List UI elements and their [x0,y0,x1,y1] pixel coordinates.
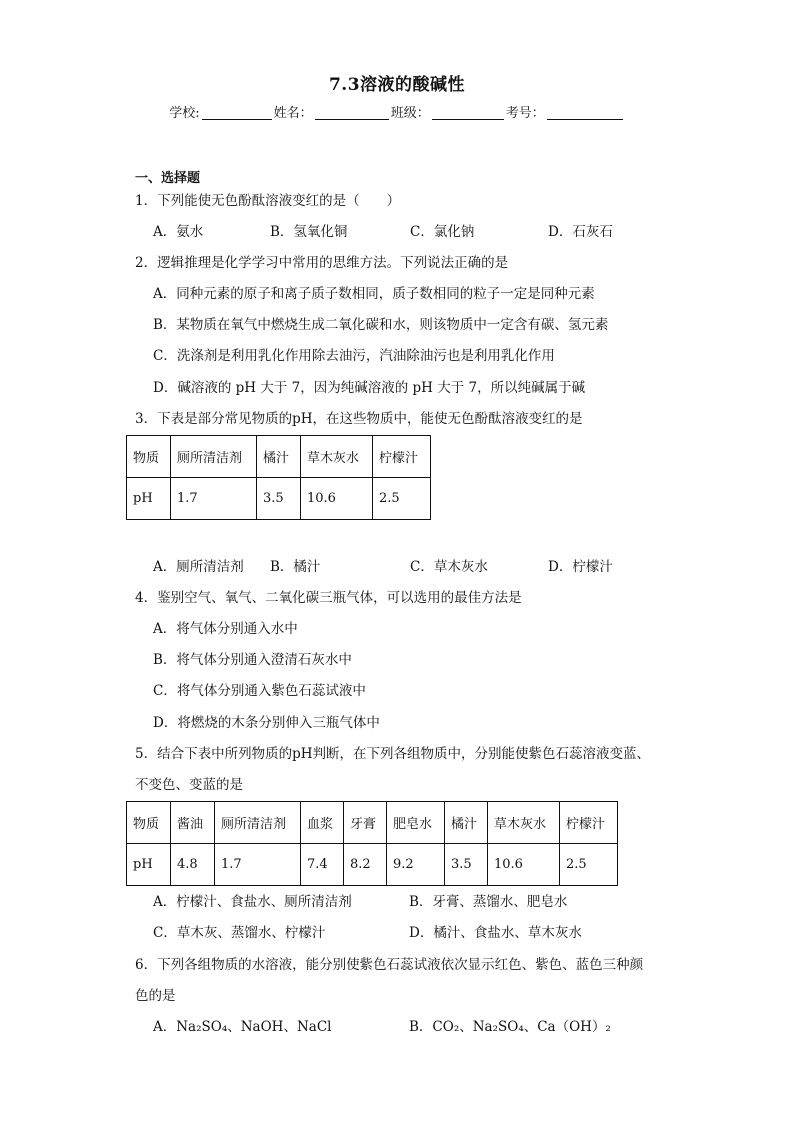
q2-stem: 2．逻辑推理是化学学习中常用的思维方法。下列说法正确的是 [135,255,509,271]
q5-option-b[interactable]: B．牙膏、蒸馏水、肥皂水 [409,894,568,910]
q3-options [153,558,613,576]
q2-option-d[interactable]: D．碱溶液的 pH 大于 7，因为纯碱溶液的 pH 大于 7，所以纯碱属于碱 [153,380,586,396]
class-blank[interactable] [432,105,504,120]
table-cell: 柠檬汁 [560,802,618,844]
table-cell: 橘汁 [445,802,488,844]
q5-option-d[interactable]: D．橘汁、食盐水、草木灰水 [409,925,582,941]
table-cell: 厕所清洁剂 [215,802,301,844]
number-blank[interactable] [547,105,623,120]
q1-stem: 1．下列能使无色酚酞溶液变红的是（ ） [135,193,401,209]
school-blank[interactable] [202,105,272,120]
table-cell: 厕所清洁剂 [171,436,257,478]
table-row [127,436,431,478]
q5-option-c[interactable]: C．草木灰、蒸馏水、柠檬汁 [153,925,326,941]
q5-option-a[interactable]: A．柠檬汁、食盐水、厕所清洁剂 [153,894,352,910]
name-blank[interactable] [315,105,389,120]
q3-option-d[interactable]: D．柠檬汁 [548,559,613,575]
q4-option-c[interactable]: C．将气体分别通入紫色石蕊试液中 [153,683,366,699]
table-cell: 3.5 [445,844,488,886]
table-cell: 草木灰水 [488,802,560,844]
q1-options [153,223,613,241]
name-label: 姓名： [273,106,313,121]
q1-option-c[interactable]: C．氯化钠 [410,224,475,240]
q3-option-b[interactable]: B．橘汁 [270,559,321,575]
table-row [127,844,618,886]
table-cell: pH [127,478,171,520]
table-cell: 10.6 [301,478,373,520]
table-row [127,802,618,844]
table-cell: 10.6 [488,844,560,886]
table-cell: pH [127,844,171,886]
q5-options-row2 [153,924,582,942]
table-cell: 2.5 [560,844,618,886]
student-info [0,102,794,121]
q4-stem: 4．鉴别空气、氧气、二氧化碳三瓶气体，可以选用的最佳方法是 [135,590,522,606]
q5-ph-table [126,801,618,886]
table-cell: 酱油 [171,802,215,844]
table-cell: 物质 [127,436,171,478]
table-cell: 柠檬汁 [373,436,431,478]
q6-stem-line1: 6．下列各组物质的水溶液，能分别使紫色石蕊试液依次显示红色、紫色、蓝色三种颜 [135,957,644,973]
q2-option-b[interactable]: B．某物质在氧气中燃烧生成二氧化碳和水，则该物质中一定含有碳、氢元素 [153,317,609,333]
q4-option-d[interactable]: D．将燃烧的木条分别伸入三瓶气体中 [153,715,380,731]
table-cell: 3.5 [257,478,301,520]
q5-options-row1 [153,893,567,911]
table-cell: 物质 [127,802,171,844]
q4-option-b[interactable]: B．将气体分别通入澄清石灰水中 [153,652,352,668]
table-cell: 7.4 [301,844,344,886]
q6-option-b[interactable]: B．CO₂、Na₂SO₄、Ca（OH）₂ [409,1019,611,1035]
number-label: 考号： [505,106,545,121]
q1-option-b[interactable]: B．氢氧化铜 [270,224,348,240]
table-cell: 8.2 [344,844,387,886]
q3-ph-table [126,435,431,520]
q6-options [153,1018,611,1036]
q2-option-a[interactable]: A．同种元素的原子和离子质子数相同，质子数相同的粒子一定是同种元素 [153,286,595,302]
table-cell: 2.5 [373,478,431,520]
q6-option-a[interactable]: A．Na₂SO₄、NaOH、NaCl [153,1019,332,1035]
table-cell: 4.8 [171,844,215,886]
school-label: 学校: [169,106,200,121]
q6-stem-line2: 色的是 [135,988,176,1004]
table-cell: 草木灰水 [301,436,373,478]
q1-option-d[interactable]: D．石灰石 [548,224,613,240]
q5-stem-line2: 不变色、变蓝的是 [135,777,243,793]
table-cell: 牙膏 [344,802,387,844]
q3-option-c[interactable]: C．草木灰水 [410,559,488,575]
table-cell: 1.7 [215,844,301,886]
table-cell: 肥皂水 [387,802,445,844]
table-cell: 血浆 [301,802,344,844]
page-title: 7.3溶液的酸碱性 [328,75,466,95]
table-cell: 1.7 [171,478,257,520]
table-cell: 9.2 [387,844,445,886]
q4-option-a[interactable]: A．将气体分别通入水中 [153,621,298,637]
class-label: 班级： [390,106,430,121]
section-heading: 一、选择题 [135,171,201,186]
q1-option-a[interactable]: A．氨水 [153,224,204,240]
q3-option-a[interactable]: A．厕所清洁剂 [153,559,244,575]
q2-option-c[interactable]: C．洗涤剂是利用乳化作用除去油污，汽油除油污也是利用乳化作用 [153,348,555,364]
table-row [127,478,431,520]
table-cell: 橘汁 [257,436,301,478]
q5-stem-line1: 5．结合下表中所列物质的pH判断，在下列各组物质中，分别能使紫色石蕊溶液变蓝、 [135,746,651,762]
q3-stem: 3．下表是部分常见物质的pH，在这些物质中，能使无色酚酞溶液变红的是 [135,411,583,427]
